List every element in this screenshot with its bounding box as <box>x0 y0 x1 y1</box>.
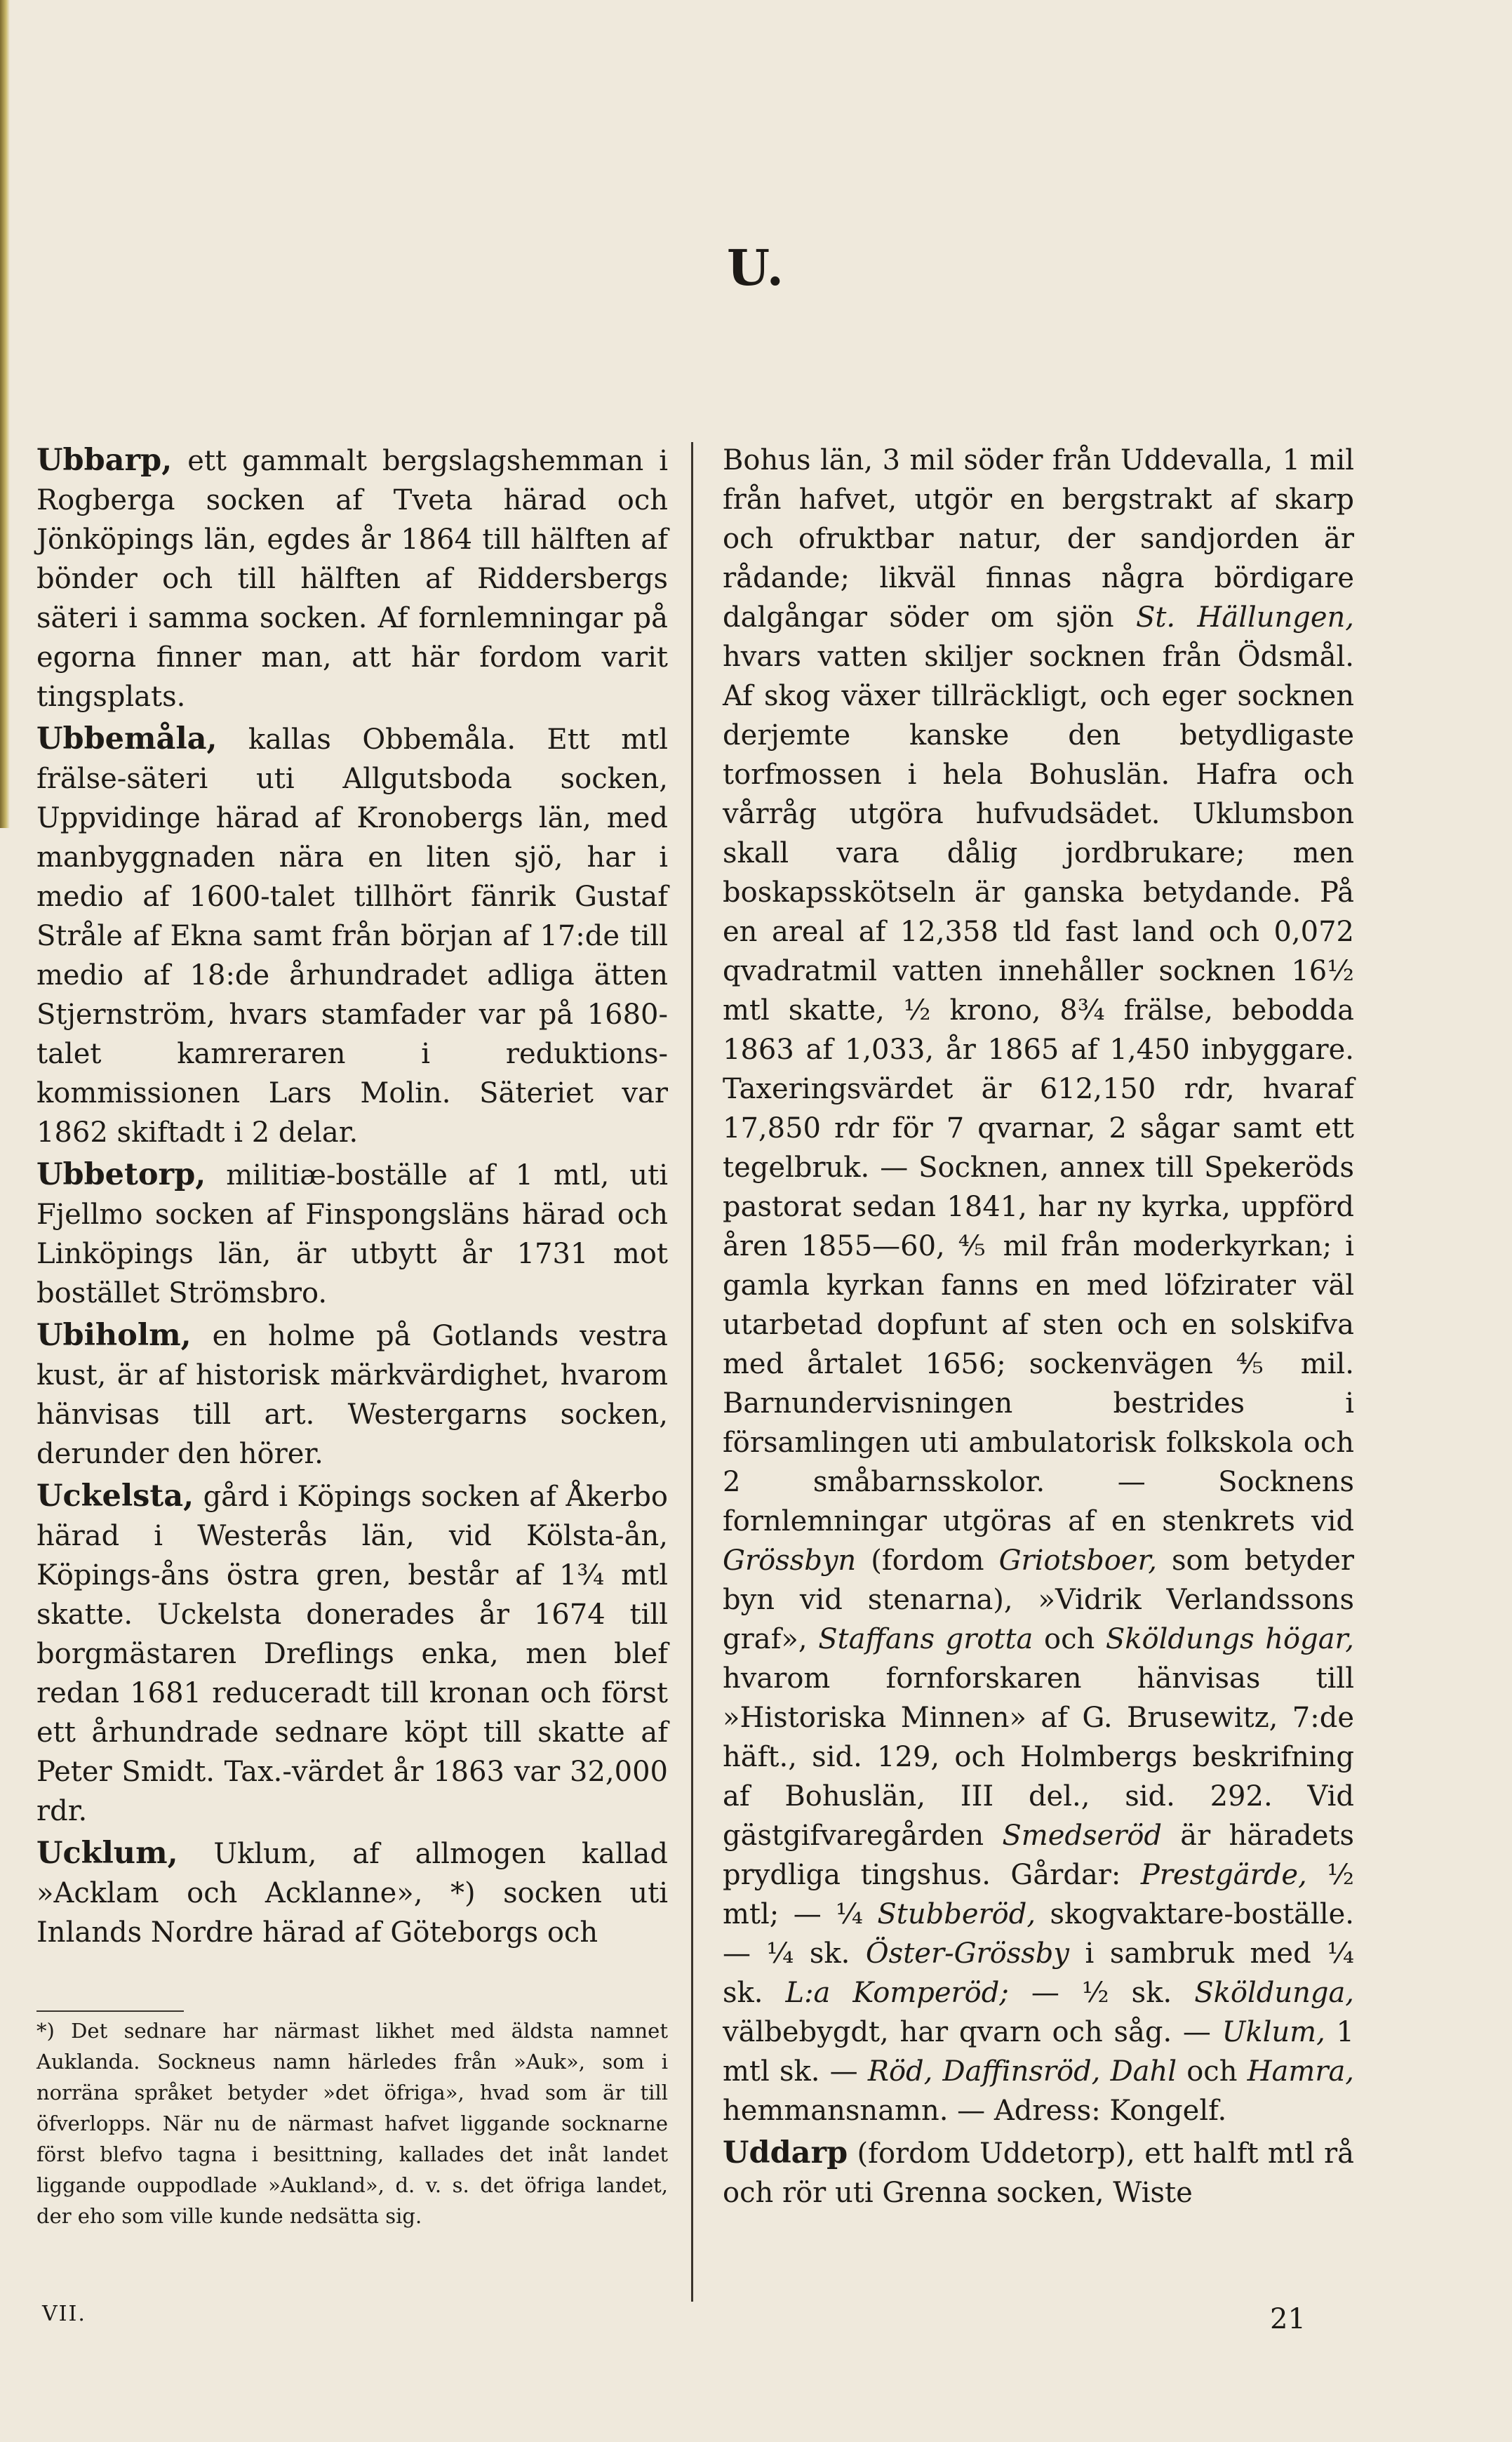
text-run: och <box>1033 1623 1106 1655</box>
left-column <box>36 441 668 1955</box>
entry-text: Uklum, af allmogen kallad »Acklam och Acklanne», *) socken uti Inlands Nordre härad af Göteborgs och <box>36 1838 668 1949</box>
text-run: är häradets prydliga tingshus. Gårdar: <box>723 1820 1354 1891</box>
place-name: Sköldunga, <box>1194 1977 1355 2009</box>
entry-text: en holme på Gotlands vestra kust, är af historisk märkvärdighet, hvarom hänvisas till art. Westergarns socken, derunder den hörer. <box>36 1320 669 1470</box>
right-column <box>723 441 1354 2215</box>
column-divider <box>691 442 693 2302</box>
book-spine-edge <box>0 0 10 828</box>
entry-text: (fordom Uddetorp), ett halft mtl rå och rör uti Grenna socken, Wiste <box>723 2137 1355 2209</box>
entry-text: kallas Obbemåla. Ett mtl frälse-säteri uti Allgutsboda socken, Uppvidinge härad af Kronobergs län, med manbyggnaden nära en liten sjö, har i medio af 1600-talet tillhört fänrik Gustaf Stråle af Ekna samt från början af 17:de till medio af 18:de århundradet adliga ätten Stjernström, hvars stamfader var på 1680-talet kamreraren i reduktions-kommissionen Lars Molin. Säteriet var 1862 skiftadt i 2 delar. <box>36 723 668 1149</box>
footnote-rule <box>36 2010 184 2012</box>
text-run: hemmansnamn. — Adress: Kongelf. <box>723 2095 1227 2127</box>
place-name: Grössbyn <box>723 1544 857 1577</box>
entry-uddarp <box>723 2133 1354 2213</box>
footnote: *) Det sednare har närmast likhet med äldsta namnet Auklanda. Sockneus namn härledes från »Auk», som i norräna språket betyder »det öfriga», hvad som är till öfverlopps. När nu de närmast hafvet liggande socknarne först blefvo tagna i besittning, kallades det inåt landet liggande ouppodlade »Aukland», d. v. s. det öfriga landet, der eho som ville kunde nedsätta sig. <box>36 2019 668 2228</box>
headword: Ubbemåla, <box>36 721 218 756</box>
place-name: Röd, Daffinsröd, Dahl <box>867 2055 1177 2088</box>
text-run: 1 mtl sk. — <box>723 2016 1354 2088</box>
printer-signature: VII. <box>42 2302 86 2326</box>
headword: Ucklum, <box>36 1836 178 1871</box>
headword: Ubiholm, <box>36 1318 192 1353</box>
text-run: ½ mtl; — ¼ <box>723 1859 1354 1930</box>
place-name: Prestgärde, <box>1140 1859 1307 1891</box>
headword: Uddarp <box>723 2135 848 2170</box>
entry-ubbetorp <box>36 1155 668 1313</box>
place-name: Griotsboer, <box>998 1544 1157 1577</box>
entry-text: ett gammalt bergslagshemman i Rogberga socken af Tveta härad och Jönköpings län, egdes år 1864 till hälften af bönder och till hälften af Riddersbergs säteri i samma socken. Af fornlemningar på egorna finner man, att här fordom varit tingsplats. <box>36 445 668 713</box>
section-letter-heading: U. <box>727 239 785 297</box>
entry-ubiholm <box>36 1316 668 1474</box>
place-name: Sköldungs högar, <box>1105 1623 1354 1655</box>
page-number: 21 <box>1270 2303 1306 2335</box>
place-name: Hamra, <box>1247 2055 1354 2088</box>
text-run: Bohus län, 3 mil söder från Uddevalla, 1 mil från hafvet, utgör en bergstrakt af skarp och ofruktbar natur, der sandjorden är rådande; likväl finnas några bördigare dalgångar söder om sjön <box>723 444 1354 634</box>
place-name: Öster-Grössby <box>865 1937 1070 1970</box>
text-run: som betyder byn vid stenarna), »Vidrik Verlandssons graf», <box>723 1544 1354 1655</box>
text-run: hvars vatten skiljer socknen från Ödsmål. Af skog växer tillräckligt, och eger socknen derjemte kanske den betydligaste torfmossen i hela Bohuslän. Hafra och vårråg utgöra hufvudsädet. Uklumsbon skall vara dålig jordbrukare; men boskapsskötseln är ganska betydande. På en areal af 12,358 tld fast land och 0,072 qvadratmil vatten innehåller socknen 16½ mtl skatte, ½ krono, 8¾ frälse, bebodda 1863 af 1,033, år 1865 af 1,450 inbyggare. Taxeringsvärdet är 612,150 rdr, hvaraf 17,850 rdr för 7 qvarnar, 2 sågar samt ett tegelbruk. — Socknen, annex till Spekeröds pastorat sedan 1841, har ny kyrka, uppförd åren 1855—60, ⅘ mil från moderkyrkan; i gamla kyrkan fanns en med löfzirater väl utarbetad dopfunt af sten och en solskifva med årtalet 1656; sockenvägen ⅘ mil. Barnundervisningen bestrides i församlingen uti ambulatorisk folkskola och 2 småbarnsskolor. — Socknens fornlemningar utgöras af en stenkrets vid <box>723 641 1354 1537</box>
headword: Ubbarp, <box>36 443 173 478</box>
text-run: och <box>1177 2055 1247 2088</box>
place-name: St. Hällungen, <box>1135 601 1354 634</box>
place-name: Smedseröd <box>1002 1820 1163 1852</box>
entry-ubbarp <box>36 441 668 716</box>
entry-ucklum <box>36 1834 668 1952</box>
entry-ucklum-continued <box>723 441 1354 2130</box>
entry-uckelsta <box>36 1476 668 1831</box>
text-run: — ½ sk. <box>1008 1977 1195 2009</box>
headword: Uckelsta, <box>36 1479 194 1514</box>
text-run: i sambruk med ¼ sk. <box>723 1937 1354 2009</box>
headword: Ubbetorp, <box>36 1157 206 1192</box>
place-name: Staffans grotta <box>818 1623 1033 1655</box>
text-run: hvarom fornforskaren hänvisas till »Historiska Minnen» af G. Brusewitz, 7:de häft., sid. 129, och Holmbergs beskrifning af Bohuslän, III del., sid. 292. Vid gästgifvaregården <box>723 1662 1354 1852</box>
place-name: L:a Komperöd; <box>785 1977 1009 2009</box>
text-run: välbebygdt, har qvarn och såg. — <box>723 2016 1222 2048</box>
place-name: Uklum, <box>1222 2016 1325 2048</box>
text-run: skogvaktare-boställe. — ¼ sk. <box>723 1898 1354 1970</box>
text-run: (fordom <box>856 1544 999 1577</box>
place-name: Stubberöd, <box>877 1898 1036 1930</box>
entry-text: gård i Köpings socken af Åkerbo härad i Westerås län, vid Kölsta-ån, Köpings-åns östra gren, består af 1¾ mtl skatte. Uckelsta donerades år 1674 till borgmästaren Dreflings enka, men blef redan 1681 reduceradt till kronan och först ett århundrade sednare köpt till skatte af Peter Smidt. Tax.-värdet år 1863 var 32,000 rdr. <box>36 1481 669 1827</box>
entry-text: militiæ-boställe af 1 mtl, uti Fjellmo socken af Finspongsläns härad och Linköpings län, är utbytt år 1731 mot bostället Strömsbro. <box>36 1159 668 1309</box>
entry-ubbemala <box>36 719 668 1152</box>
